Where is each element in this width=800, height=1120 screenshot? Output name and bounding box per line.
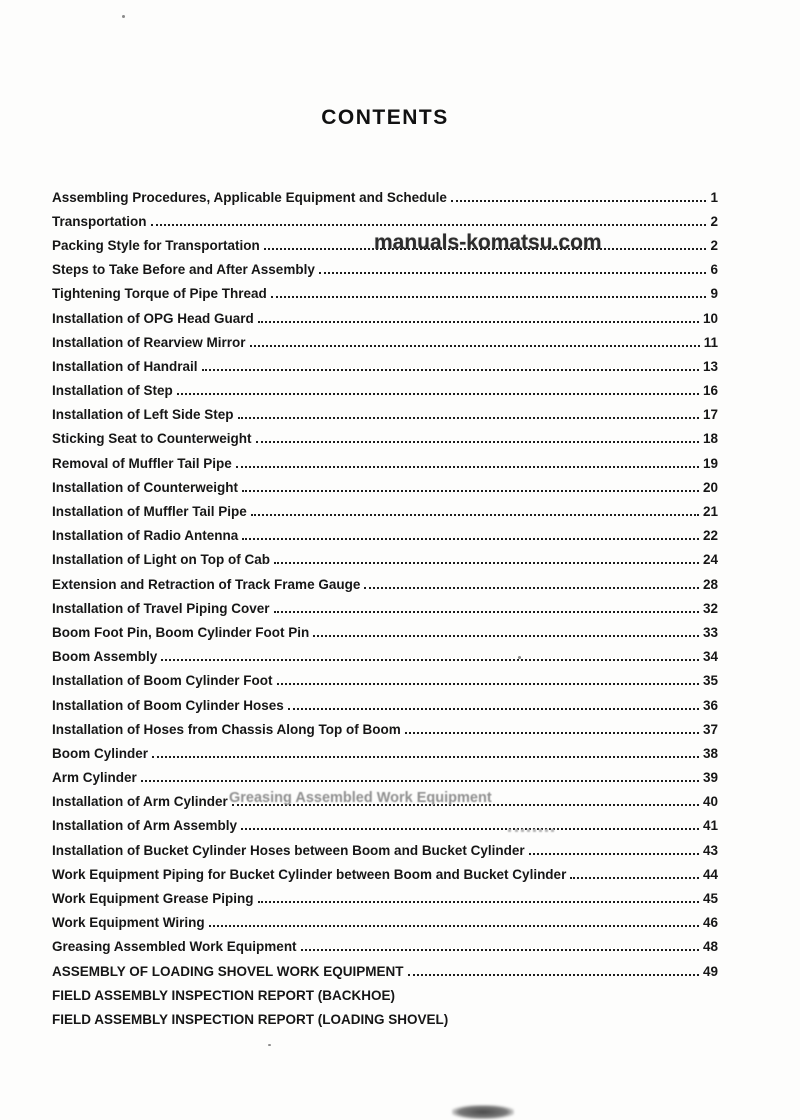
toc-entry-label: Installation of Step [52, 383, 173, 399]
toc-leader-dots [152, 756, 699, 758]
toc-entry-page: 34 [702, 649, 718, 665]
toc-entry-label: Installation of OPG Head Guard [52, 310, 254, 326]
toc-entry-page: 38 [702, 745, 718, 761]
toc-entry-page: 19 [702, 455, 718, 471]
toc-entry-page: 40 [702, 794, 718, 810]
toc-leader-dots [250, 345, 700, 347]
toc-entry [52, 959, 718, 983]
toc-entry-label: Installation of Radio Antenna [52, 528, 239, 544]
toc-leader-dots [238, 417, 699, 419]
toc-entry-label: Extension and Retraction of Track Frame Gauge [52, 576, 361, 592]
toc-leader-dots [236, 466, 699, 468]
toc-leader-dots [277, 683, 699, 685]
toc-entry [52, 1007, 718, 1031]
toc-entry-label: Work Equipment Wiring [52, 915, 205, 931]
toc-leader-dots [151, 224, 707, 226]
toc-entry-label: Work Equipment Piping for Bucket Cylinder between Boom and Bucket Cylinder [52, 866, 567, 882]
toc-entry-label: Packing Style for Transportation [52, 237, 260, 253]
toc-entry [52, 185, 718, 209]
toc-leader-dots [202, 369, 699, 371]
toc-entry-page: 18 [702, 431, 718, 447]
toc-entry-page: 17 [702, 407, 718, 423]
toc-entry-label: Installation of Handrail [52, 358, 198, 374]
toc-entry-page: 22 [702, 528, 718, 544]
toc-entry [52, 475, 718, 499]
toc-entry [52, 330, 718, 354]
toc-entry [52, 862, 718, 886]
toc-entry [52, 886, 718, 910]
toc-entry-label: Installation of Light on Top of Cab [52, 552, 270, 568]
toc-entry-page: 13 [702, 358, 718, 374]
toc-entry-label: Installation of Bucket Cylinder Hoses between Boom and Bucket Cylinder [52, 842, 525, 858]
scan-artifact [122, 15, 125, 18]
page-title: CONTENTS [321, 106, 449, 129]
toc-entry [52, 741, 718, 765]
toc-leader-dots [364, 587, 699, 589]
toc-leader-dots [271, 296, 707, 298]
toc-entry [52, 499, 718, 523]
toc-entry-label: Installation of Arm Cylinder [52, 794, 228, 810]
toc-entry-page: 6 [710, 262, 718, 278]
toc-leader-dots [177, 393, 699, 395]
toc-leader-dots [274, 611, 699, 613]
toc-entry-page: 11 [703, 334, 718, 350]
toc-entry-page: 33 [702, 624, 718, 640]
toc-leader-dots [161, 659, 699, 661]
toc-entry-label: Transportation [52, 213, 147, 229]
toc-entry [52, 838, 718, 862]
toc-leader-dots [405, 732, 699, 734]
toc-entry-label: Work Equipment Grease Piping [52, 891, 254, 907]
toc-entry [52, 451, 718, 475]
toc-entry-label: Installation of Arm Assembly [52, 818, 238, 834]
toc-entry-label: Installation of Travel Piping Cover [52, 600, 270, 616]
toc-entry [52, 645, 718, 669]
toc-entry [52, 403, 718, 427]
toc-entry-label: Installation of Counterweight [52, 479, 238, 495]
toc-entry [52, 258, 718, 282]
toc-leader-dots [319, 272, 707, 274]
toc-entry-label: Assembling Procedures, Applicable Equipment and Schedule [52, 189, 447, 205]
toc-list [52, 185, 718, 1032]
toc-entry-page: 43 [702, 842, 718, 858]
toc-entry [52, 911, 718, 935]
toc-entry [52, 572, 718, 596]
toc-entry-page: 39 [702, 770, 718, 786]
toc-entry-label: FIELD ASSEMBLY INSPECTION REPORT (LOADING SHOVEL) [52, 1011, 449, 1027]
toc-entry-page: 41 [702, 818, 718, 834]
toc-entry [52, 814, 718, 838]
toc-entry [52, 354, 718, 378]
toc-entry-label: Boom Foot Pin, Boom Cylinder Foot Pin [52, 624, 310, 640]
toc-leader-dots [241, 828, 699, 830]
toc-entry-label: Installation of Boom Cylinder Foot [52, 673, 273, 689]
toc-entry-label: Arm Cylinder [52, 770, 137, 786]
toc-entry-page: 48 [702, 939, 718, 955]
toc-entry [52, 596, 718, 620]
toc-entry-page: 9 [710, 286, 718, 302]
toc-entry [52, 379, 718, 403]
toc-entry [52, 620, 718, 644]
toc-entry-page: 21 [702, 504, 718, 520]
toc-leader-dots [570, 877, 699, 879]
toc-entry-label: Installation of Left Side Step [52, 407, 234, 423]
toc-leader-dots [242, 490, 699, 492]
toc-leader-dots [256, 441, 699, 443]
toc-entry-page: 28 [702, 576, 718, 592]
toc-entry-label: Greasing Assembled Work Equipment [52, 939, 297, 955]
toc-entry-label: Removal of Muffler Tail Pipe [52, 455, 232, 471]
toc-entry-label: Boom Assembly [52, 649, 158, 665]
toc-entry-page: 35 [702, 673, 718, 689]
toc-entry-label: FIELD ASSEMBLY INSPECTION REPORT (BACKHOE) [52, 987, 396, 1003]
toc-entry-page: 24 [702, 552, 718, 568]
scan-artifact [268, 1044, 271, 1046]
toc-leader-dots [408, 974, 699, 976]
toc-entry-label: Tightening Torque of Pipe Thread [52, 286, 267, 302]
toc-entry-page: 37 [702, 721, 718, 737]
toc-entry-label: Steps to Take Before and After Assembly [52, 262, 315, 278]
toc-leader-dots [141, 780, 699, 782]
toc-entry-page: 2 [710, 213, 718, 229]
toc-leader-dots [251, 514, 699, 516]
toc-entry-label: Installation of Muffler Tail Pipe [52, 504, 247, 520]
toc-entry [52, 282, 718, 306]
toc-entry-page: 44 [702, 866, 718, 882]
toc-leader-dots [242, 538, 699, 540]
toc-entry [52, 935, 718, 959]
toc-entry-label: Sticking Seat to Counterweight [52, 431, 252, 447]
toc-leader-dots [313, 635, 699, 637]
watermark-text: manuals-komatsu.com [374, 231, 602, 254]
toc-leader-dots [258, 901, 699, 903]
toc-entry-page: 45 [702, 891, 718, 907]
toc-entry-page: 10 [702, 310, 718, 326]
toc-entry [52, 306, 718, 330]
toc-entry [52, 209, 718, 233]
toc-entry [52, 427, 718, 451]
toc-entry-label: Installation of Rearview Mirror [52, 334, 246, 350]
toc-entry-page: 36 [702, 697, 718, 713]
toc-entry-label: Installation of Boom Cylinder Hoses [52, 697, 284, 713]
toc-entry [52, 766, 718, 790]
scan-artifact [518, 656, 521, 659]
ghost-overlay-text: Greasing Assembled Work Equipment [229, 790, 492, 806]
toc-entry-label: ASSEMBLY OF LOADING SHOVEL WORK EQUIPMENT [52, 963, 404, 979]
toc-leader-dots [209, 925, 699, 927]
toc-entry [52, 524, 718, 548]
toc-entry-page: 49 [702, 963, 718, 979]
toc-entry-page: 2 [710, 237, 718, 253]
toc-leader-dots [529, 853, 699, 855]
toc-entry-page: 1 [710, 189, 718, 205]
toc-entry [52, 717, 718, 741]
toc-entry [52, 693, 718, 717]
toc-entry [52, 983, 718, 1007]
toc-entry-label: Installation of Hoses from Chassis Along Top of Boom [52, 721, 401, 737]
toc-entry-page: 20 [702, 479, 718, 495]
toc-entry-page: 32 [702, 600, 718, 616]
toc-entry-label: Boom Cylinder [52, 745, 149, 761]
toc-entry-page: 16 [702, 383, 718, 399]
scan-artifact [452, 1105, 514, 1119]
toc-entry-page: 46 [702, 915, 718, 931]
toc-entry [52, 669, 718, 693]
toc-leader-dots [258, 321, 699, 323]
ghost-dots-smudge [508, 829, 554, 832]
toc-leader-dots [451, 200, 707, 202]
toc-leader-dots [288, 708, 699, 710]
toc-entry [52, 548, 718, 572]
toc-leader-dots [301, 949, 699, 951]
toc-leader-dots [274, 562, 699, 564]
